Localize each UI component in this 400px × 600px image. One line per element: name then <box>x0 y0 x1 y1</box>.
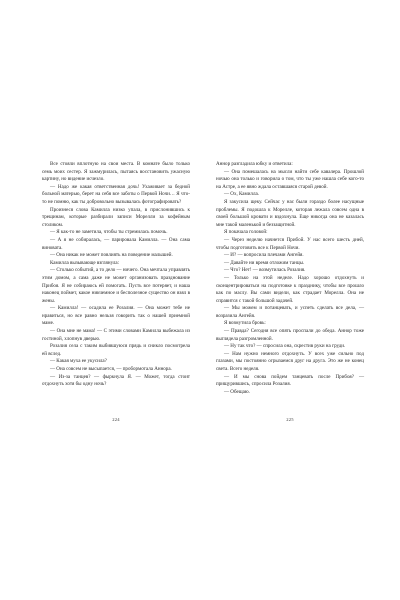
paragraph: Все стояли вплотную на свои места. В комнате было только семь моих сестер. Я зажмурилась, пытаясь восстановить ужасную картину, но видение исчезло. <box>42 161 190 183</box>
paragraph: — Ну так что? — спросила она, скрестив руки на груди. <box>224 343 346 350</box>
paragraph: — Ох, Камилла. <box>224 191 259 198</box>
paragraph: — Камилла! — осадила ее Розалия. — Она может тебе не нравиться, но все равно нельзя говорить так о нашей приемной маме. <box>42 305 190 327</box>
paragraph: — Мы можем и потанцевать, и успеть сделать все дела, — возразила Ангейя. <box>216 305 364 319</box>
paragraph: — Какая муха ее укусила? <box>50 358 107 365</box>
paragraph: Я возмутила бровь: <box>224 320 266 327</box>
page-number: 225 <box>286 417 294 422</box>
paragraph: — Она мне не мама! — С этими словами Камилла выбежала из гостиной, хлопнув дверью. <box>42 328 190 342</box>
left-page-text <box>42 161 190 389</box>
paragraph: — Я как-то не заметила, чтобы ты стремилась помочь. <box>50 229 168 236</box>
right-page-text <box>216 161 364 396</box>
left-page <box>42 0 190 600</box>
paragraph: — Правда? Сегодня все опять проспали до обеда. Аннор тоже выглядела разгромленной. <box>216 328 364 342</box>
paragraph: — Давайте ни время отложим танцы. <box>224 259 305 266</box>
page-number: 224 <box>112 417 120 422</box>
paragraph: — И? — вопросила плечами Ангейя. <box>224 252 304 259</box>
paragraph: — Надо же какая ответственная дочь! Ухаживает за бедной больной матерью, берет на себя все заботы о Первой Ночи… Я что-то не помню, как ты добровольно вызывалась фотографировать? <box>42 183 190 205</box>
paragraph: Я покачала головой: <box>224 229 268 236</box>
paragraph: — Только на этой неделе. Надо хорошо отдохнуть и сконцентрироваться на подготовке к празднику, чтобы все прошло как по маслу. Вы сами видели, как страдает Морелла. Она не справится с такой большой задачей. <box>216 274 364 304</box>
paragraph: — Обещаю. <box>224 388 250 395</box>
paragraph: Я закусила щеку. Сейчас у нас были гораздо более насущные проблемы. Я подошла к Морелле, которая лежала совсем одна в своей большой кровати и вздохнула. Еще никогда она не казалась мне такой маленькой и беззащитной. <box>216 198 364 228</box>
paragraph: — Она помешалась на мысли найти себе кавалера. Прошлой ночью она только и говорила о том, что ты уже нашла себе кого-то на Астре, а ее явно ждала оставшаяся старой девой. <box>216 168 364 190</box>
paragraph: — Что? Нет! — возмутилась Розалия. <box>224 267 306 274</box>
paragraph: — Через неделю начнется Прибой. У нас всего шесть дней, чтобы подготовить все к Первой Ночи. <box>216 236 364 251</box>
paragraph: — Она никак не может повлиять на поведение малышей. <box>50 252 173 259</box>
paragraph: — Нам нужно немного отдохнуть. У всех уже сильно под глазами, мы постоянно огрызаемся друг на друга. Это же не конец света. Всего неделя. <box>216 350 364 373</box>
paragraph: — Она совсем не высыпается, — пробормотала Аннора. <box>50 366 172 373</box>
paragraph: Розалия села с таким выбившуюся прядь и сникло посмотрела ей вслед. <box>42 343 190 357</box>
paragraph: — А я не собиралась, — парировала Камилла. — Она сама виновата. <box>42 236 190 251</box>
paragraph: — Столько событий, а то дело — ничего. Она мечтала управлять этим домом, а сама даже не может организовать празднование Прибоя. Я не собираюсь ей помогать. Пусть все потеряет, и наша наконец поймет, какое никчемное и бесполезное существо он взял в жены. <box>42 267 190 304</box>
right-page <box>216 0 364 600</box>
paragraph: — Из-за танцев? — фыркнула Я. — Может, тогда стоит отдохнуть хотя бы одну ночь? <box>42 373 190 388</box>
paragraph: Камилла вызывающе взглянула: <box>50 259 120 266</box>
paragraph: Аннор разгладила юбку и ответила: <box>216 161 293 167</box>
paragraph: Произнеся слова Камилла низко упала, в прислонившись к трещинам, которые разбирали записи Морелли за кофейным столиком. <box>42 206 190 228</box>
paragraph: — И мы снова пойдем танцевать после Прибоя? — прищурившись, спросила Розалия. <box>216 373 364 388</box>
